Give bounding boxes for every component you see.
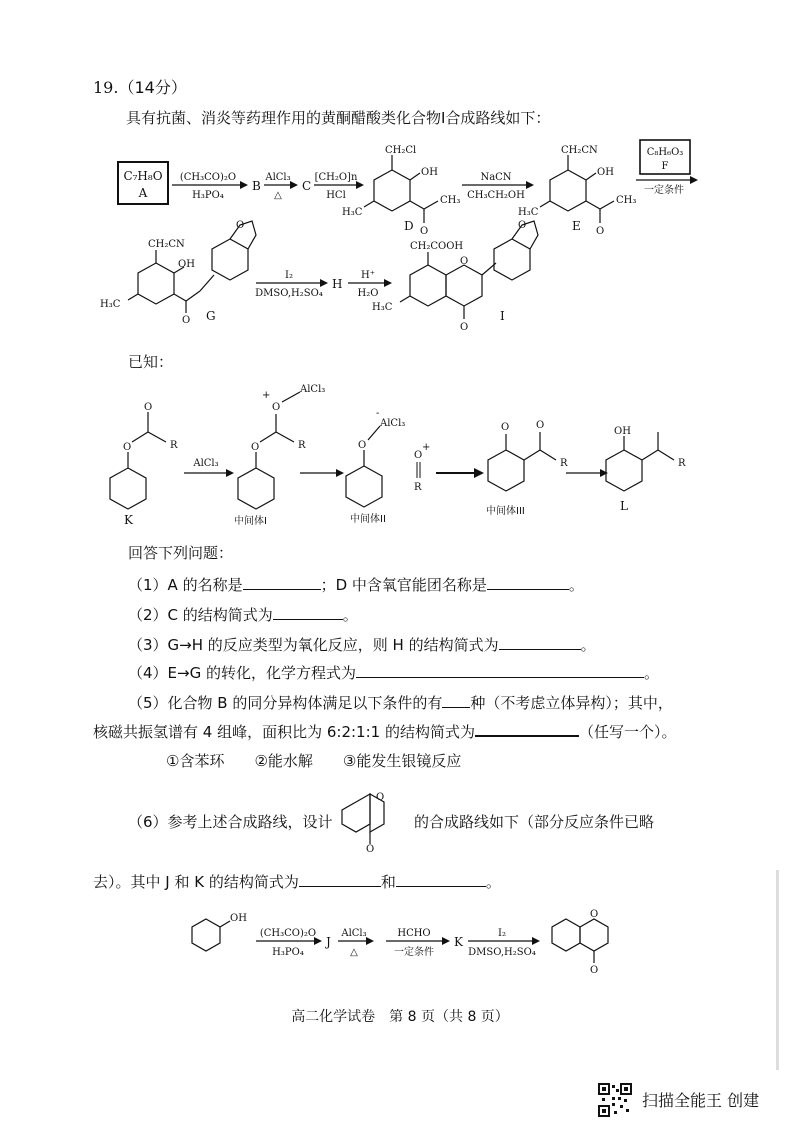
- compound-e-label: E: [572, 219, 581, 233]
- intermediate-3-label: 中间体III: [486, 506, 525, 517]
- compound-g-dioxole-o: O: [236, 220, 245, 231]
- compound-l-structure: [606, 432, 674, 491]
- question-header: [93, 78, 187, 98]
- intermediate-2-minus: -: [376, 408, 380, 419]
- intermediate-3-o-acyl: O: [536, 420, 545, 431]
- q6-and: 和: [380, 873, 396, 891]
- route6-reagent-4-bottom: DMSO,H₂SO₄: [468, 947, 536, 958]
- route6-reagent-1-bottom: H₃PO₄: [272, 947, 304, 958]
- q6-end: 。: [485, 873, 501, 891]
- compound-d-ch3: CH₃: [440, 195, 461, 206]
- compound-i-o: O: [460, 322, 469, 333]
- q5-text-c: 核磁共振氢谱有 4 组峰，面积比为 6:2:1:1 的结构简式为: [93, 723, 475, 741]
- reagent-3-bottom: HCl: [326, 190, 346, 201]
- reagent-1-bottom: H₃PO₄: [192, 190, 224, 201]
- route6-chromone-o: O: [590, 965, 599, 976]
- compound-b: B: [252, 179, 261, 193]
- reagent-7-top: H⁺: [361, 270, 375, 281]
- compound-l-label: L: [620, 499, 628, 513]
- q3-end: 。: [580, 636, 596, 654]
- known-label: 已知：: [128, 353, 174, 371]
- compound-e-ch3: CH₃: [616, 195, 637, 206]
- reagent-7-bottom: H₂O: [357, 288, 379, 299]
- q5-text-d: （任写一个）。: [578, 723, 677, 741]
- q1-blank-1[interactable]: [243, 575, 321, 590]
- compound-a-label: A: [138, 186, 148, 200]
- acylium-r: R: [414, 482, 422, 493]
- q6-blank-k[interactable]: [396, 872, 486, 887]
- compound-k-r: R: [170, 440, 178, 451]
- route6-j: J: [326, 935, 331, 949]
- q6-text-c: 去）。其中 J 和 K 的结构简式为: [93, 873, 299, 891]
- synthesis-scheme: [0, 135, 800, 350]
- intermediate-2-o: O: [358, 440, 367, 451]
- compound-d-o: O: [420, 226, 429, 237]
- compound-d-h3c: H₃C: [342, 207, 363, 218]
- compound-k-o-carbonyl: O: [144, 402, 153, 413]
- scan-edge-shadow: [776, 870, 779, 1070]
- compound-e-o: O: [596, 226, 605, 237]
- q5-conditions: ①含苯环 ②能水解 ③能发生银镜反应: [166, 752, 462, 770]
- question-intro: 具有抗菌、消炎等药理作用的黄酮醋酸类化合物I合成路线如下：: [126, 109, 551, 127]
- q1-blank-2[interactable]: [487, 575, 569, 590]
- intermediate-1-o: O: [251, 442, 260, 453]
- compound-i-label: I: [500, 309, 505, 323]
- q2-blank[interactable]: [273, 605, 343, 620]
- q1-text-a: （1）A 的名称是: [128, 576, 243, 594]
- compound-k-structure: [110, 412, 166, 509]
- route-6-scheme: [0, 905, 800, 980]
- route6-chromone-ring-o: O: [590, 909, 599, 920]
- q4-blank[interactable]: [356, 663, 644, 678]
- question-1: [128, 575, 584, 595]
- reagent-5-bottom: 一定条件: [644, 185, 684, 196]
- q2-text: （2）C 的结构简式为: [128, 606, 273, 624]
- compound-d-label: D: [404, 219, 414, 233]
- route6-reagent-3-bottom: 一定条件: [394, 947, 434, 958]
- qr-code-icon: [598, 1083, 632, 1117]
- compound-d-ch2cl: CH₂Cl: [385, 145, 417, 156]
- compound-i-h3c: H₃C: [372, 302, 393, 313]
- reagent-4-bottom: CH₃CH₂OH: [467, 190, 525, 201]
- q3-blank[interactable]: [499, 635, 581, 650]
- reagent-1-top: (CH₃CO)₂O: [179, 172, 237, 183]
- reagent-6-bottom: DMSO,H₂SO₄: [255, 288, 323, 299]
- intermediate-3-r: R: [560, 458, 568, 469]
- reagent-2-bottom: △: [274, 190, 282, 201]
- intermediate-1-plus: +: [262, 390, 271, 401]
- reagent-2-top: AlCl₃: [265, 172, 291, 183]
- q5-blank-1[interactable]: [442, 693, 470, 708]
- acylium-plus: +: [422, 442, 431, 453]
- known-mechanism-scheme: [0, 378, 800, 533]
- q4-end: 。: [643, 664, 659, 682]
- intermediate-1-o-top: O: [272, 402, 281, 413]
- question-score: （14分）: [118, 78, 187, 97]
- route6-k: K: [454, 935, 463, 949]
- q5-text-b: 种（不考虑立体异构）；其中，: [470, 694, 673, 712]
- question-5-line-2: [93, 721, 676, 742]
- compound-f-formula: C₈H₆O₃: [646, 147, 684, 158]
- route6-reagent-2-top: AlCl₃: [341, 928, 367, 939]
- compound-d-oh: OH: [421, 167, 438, 178]
- route6-reagent-3-top: HCHO: [397, 928, 431, 939]
- compound-g-ch2cn: CH₂CN: [148, 239, 185, 250]
- q2-end: 。: [342, 606, 358, 624]
- intermediate-1-r: R: [298, 440, 306, 451]
- intermediate-1-label: 中间体I: [234, 516, 267, 527]
- acylium-o: O: [414, 450, 423, 461]
- route6-reagent-4-top: I₂: [498, 928, 506, 939]
- compound-g-h3c: H₃C: [100, 299, 121, 310]
- compound-e-h3c: H₃C: [518, 207, 539, 218]
- compound-c: C: [302, 179, 312, 193]
- compound-a-formula: C₇H₈O: [123, 169, 163, 183]
- q3-text: （3）G→H 的反应类型为氧化反应，则 H 的结构简式为: [128, 636, 499, 654]
- route6-reagent-1-top: (CH₃CO)₂O: [259, 928, 317, 939]
- route6-chromone-structure: [552, 919, 608, 963]
- chromone-target-structure: [340, 786, 406, 852]
- reagent-6-top: I₂: [285, 270, 293, 281]
- compound-d-structure: [364, 155, 438, 223]
- compound-f-label: F: [661, 161, 669, 172]
- intermediate-1-structure: [238, 392, 300, 509]
- compound-l-r: R: [678, 458, 686, 469]
- scanner-watermark: 扫描全能王 创建: [642, 1091, 760, 1110]
- chromone-target-ring-o: O: [376, 792, 385, 803]
- question-5-line-1: [128, 693, 673, 713]
- question-number: 19.: [93, 78, 119, 97]
- q4-text: （4）E→G 的转化，化学方程式为: [128, 664, 356, 682]
- intermediate-3-structure: [488, 432, 556, 491]
- compound-k-label: K: [124, 513, 133, 527]
- compound-g-label: G: [206, 309, 216, 323]
- compound-g-oh: OH: [178, 259, 195, 270]
- intermediate-3-o: O: [501, 422, 510, 433]
- q6-line-2: [93, 872, 501, 892]
- q6-text-a: （6）参考上述合成路线，设计: [128, 813, 333, 831]
- intermediate-2-structure: [346, 426, 382, 507]
- intermediate-2-label: 中间体II: [350, 514, 386, 525]
- question-3: [128, 635, 596, 655]
- intermediate-1-alcl3: AlCl₃: [300, 384, 326, 395]
- compound-i-dioxole-o: O: [518, 220, 527, 231]
- route6-reagent-2-bottom: △: [350, 947, 358, 958]
- reagent-3-top: [CH₂O]n: [314, 172, 358, 183]
- q5-blank-2[interactable]: [475, 721, 579, 737]
- compound-l-oh: OH: [614, 426, 631, 437]
- compound-e-oh: OH: [597, 167, 614, 178]
- reagent-4-top: NaCN: [480, 172, 512, 183]
- question-2: [128, 605, 358, 625]
- q6-blank-j[interactable]: [299, 872, 381, 887]
- compound-k-o-ester: O: [123, 442, 132, 453]
- compound-i-ch2cooh: CH₂COOH: [410, 241, 464, 252]
- chromone-target-o: O: [366, 844, 375, 852]
- compound-e-ch2cn: CH₂CN: [561, 145, 598, 156]
- route6-phenol-oh: OH: [230, 913, 247, 924]
- answer-prompt: 回答下列问题：: [128, 544, 234, 562]
- compound-i-ring-o: O: [460, 256, 469, 267]
- q6-text-b: 的合成路线如下（部分反应条件已略: [414, 813, 655, 831]
- compound-h: H: [332, 277, 343, 291]
- compound-g-o: O: [182, 315, 191, 326]
- q1-text-b: ；D 中含氧官能团名称是: [320, 576, 487, 594]
- page-footer: 高二化学试卷 第 8 页（共 8 页）: [291, 1009, 509, 1025]
- known-reagent: AlCl₃: [193, 458, 219, 469]
- intermediate-2-alcl3: AlCl₃: [380, 418, 406, 429]
- question-4: [128, 663, 659, 683]
- compound-e-structure: [540, 155, 614, 223]
- q5-text-a: （5）化合物 B 的同分异构体满足以下条件的有: [128, 694, 443, 712]
- q1-end: 。: [568, 576, 584, 594]
